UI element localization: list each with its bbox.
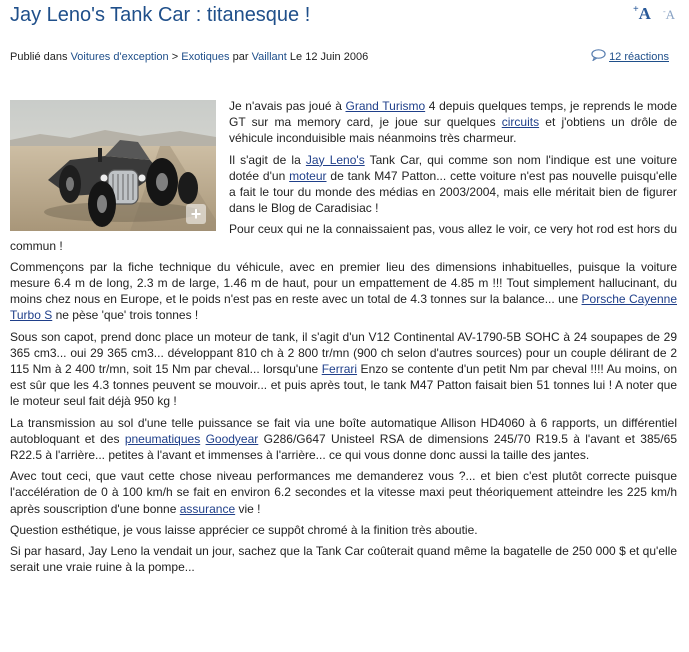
reactions-count: 12 réactions	[609, 50, 669, 63]
article-title: Jay Leno's Tank Car : titanesque !	[10, 4, 311, 26]
text: Je n'avais pas joué à	[229, 99, 346, 113]
paragraph-3: Pour ceux qui ne la connaissaient pas, vous allez le voir, ce very hot rod est hors du commun !	[10, 222, 677, 253]
pneumatiques-link[interactable]: pneumatiques	[124, 431, 201, 446]
font-size-controls	[633, 4, 675, 24]
text: Enzo se contente d'un petit Nm par cheval !!!! Au moins, on est sûr que les 4.3 tonnes peuvent se mouvoir... et puis après tout, le tank M47 Patton faisait bien 51 tonnes lui ! A noter que le moteur seul fait déjà 950 kg !	[10, 362, 677, 409]
article-photo[interactable]	[10, 100, 216, 231]
text: ne pèse 'que' trois tonnes !	[52, 308, 199, 323]
text: vie !	[235, 501, 261, 516]
ferrari-link[interactable]: Ferrari	[321, 362, 358, 377]
paragraph-6	[10, 415, 677, 464]
subcategory-link[interactable]: Exotiques	[181, 51, 230, 63]
speech-bubble-icon	[591, 49, 606, 64]
increase-font-letter: A	[638, 4, 651, 23]
paragraph-5	[10, 329, 677, 410]
text: Commençons par la fiche technique du véhicule, avec en premier lieu des dimensions inhabituelles, puisque la voiture mesure 6.4 m de long, 2.3 m de large, 1.46 m de haut, pour un empattement de 4.85 m !!! Tout simplement hallucinant, du moins chez nous en Europe, et le poids n'est pas en reste avec un total de 4.3 tonnes sur la balance... une	[10, 259, 677, 307]
author-link[interactable]: Vaillant	[251, 51, 287, 63]
breadcrumb-separator: >	[171, 51, 179, 63]
text: G286/G647 Unisteel RSA de dimensions 245/70 R19.5 à l'avant et 385/65 R22.5 à l'arrière... petites à l'avant et immenses à l'arrière... ce qui vous donne donc aussi la taille des jantes.	[10, 431, 677, 463]
text: Tank Car, qui comme son nom l'indique est une voiture dotée d'un	[229, 152, 677, 183]
circuits-link[interactable]: circuits	[501, 115, 540, 130]
text: Avec tout ceci, que vaut cette chose niveau performances me demanderez vous ?... et bien c'est plutôt correcte puisque l'accélération de 0 à 100 km/h se fait en environ 6.2 secondes et la vitesse maxi peut théoriquement atteindre les 225 km/h après souscription d'une bonne	[10, 469, 677, 516]
reactions-link[interactable]	[591, 49, 669, 64]
by-label: par	[232, 51, 249, 63]
decrease-font-letter: A	[665, 7, 675, 22]
publish-date: Le 12 Juin 2006	[289, 51, 369, 63]
grand-turismo-link[interactable]: Grand Turismo	[345, 99, 426, 113]
decrease-font-button[interactable]	[663, 7, 675, 23]
paragraph-7	[10, 468, 677, 517]
porsche-cayenne-link[interactable]: Porsche Cayenne Turbo S	[10, 292, 677, 323]
text: et j'obtiens un drôle de véhicule inconduisible mais néanmoins très charmeur.	[229, 115, 677, 146]
text: La transmission au sol d'une telle puissance se fait via une boîte automatique Allison HD4060 à 6 rapports, un différentiel autobloquant et des	[10, 415, 677, 446]
text: 4 depuis quelques temps, je reprends le mode GT sur ma memory card, je joue sur quelques	[229, 99, 677, 130]
assurance-link[interactable]: assurance	[179, 501, 236, 516]
text: de tank M47 Patton... cette voiture n'est pas nouvelle puisqu'elle a fait le tour du monde des médias en 2003/2004, mais elle méritait bien de figurer dans le Blog de Caradisiac !	[229, 168, 678, 216]
zoom-plus-icon[interactable]: +	[186, 204, 206, 224]
text: Sous son capot, prend donc place un moteur de tank, il s'agit d'un V12 Continental AV-1790-5B SOHC à 24 soupapes de 29 365 cm3... oui 29 365 cm3... développant 810 ch à 2 800 tr/mn (900 ch selon d'autres sources) pour un couple délirant de 2 115 Nm à 2 400 tr/mn, soit 15 Nm par cheval... lorsqu'une	[10, 329, 677, 377]
category-link[interactable]: Voitures d'exception	[70, 51, 169, 63]
published-in-label: Publié dans	[10, 51, 68, 63]
plus-sign: +	[632, 4, 639, 15]
minus-sign: -	[662, 7, 666, 16]
goodyear-link[interactable]: Goodyear	[205, 431, 259, 446]
moteur-link[interactable]: moteur	[289, 168, 327, 183]
jay-leno-link[interactable]: Jay Leno's	[305, 152, 365, 167]
paragraph-4	[10, 259, 677, 324]
text: Il s'agit de la	[229, 152, 306, 167]
article-meta	[10, 51, 368, 63]
increase-font-button[interactable]	[633, 4, 651, 24]
paragraph-8: Question esthétique, je vous laisse apprécier ce suppôt chromé à la finition très aboutie.	[10, 522, 478, 537]
article-body	[10, 98, 677, 580]
paragraph-9: Si par hasard, Jay Leno la vendait un jour, sachez que la Tank Car coûterait quand même la bagatelle de 250 000 $ et qu'elle serait une vraie ruine à la pompe...	[10, 544, 677, 575]
